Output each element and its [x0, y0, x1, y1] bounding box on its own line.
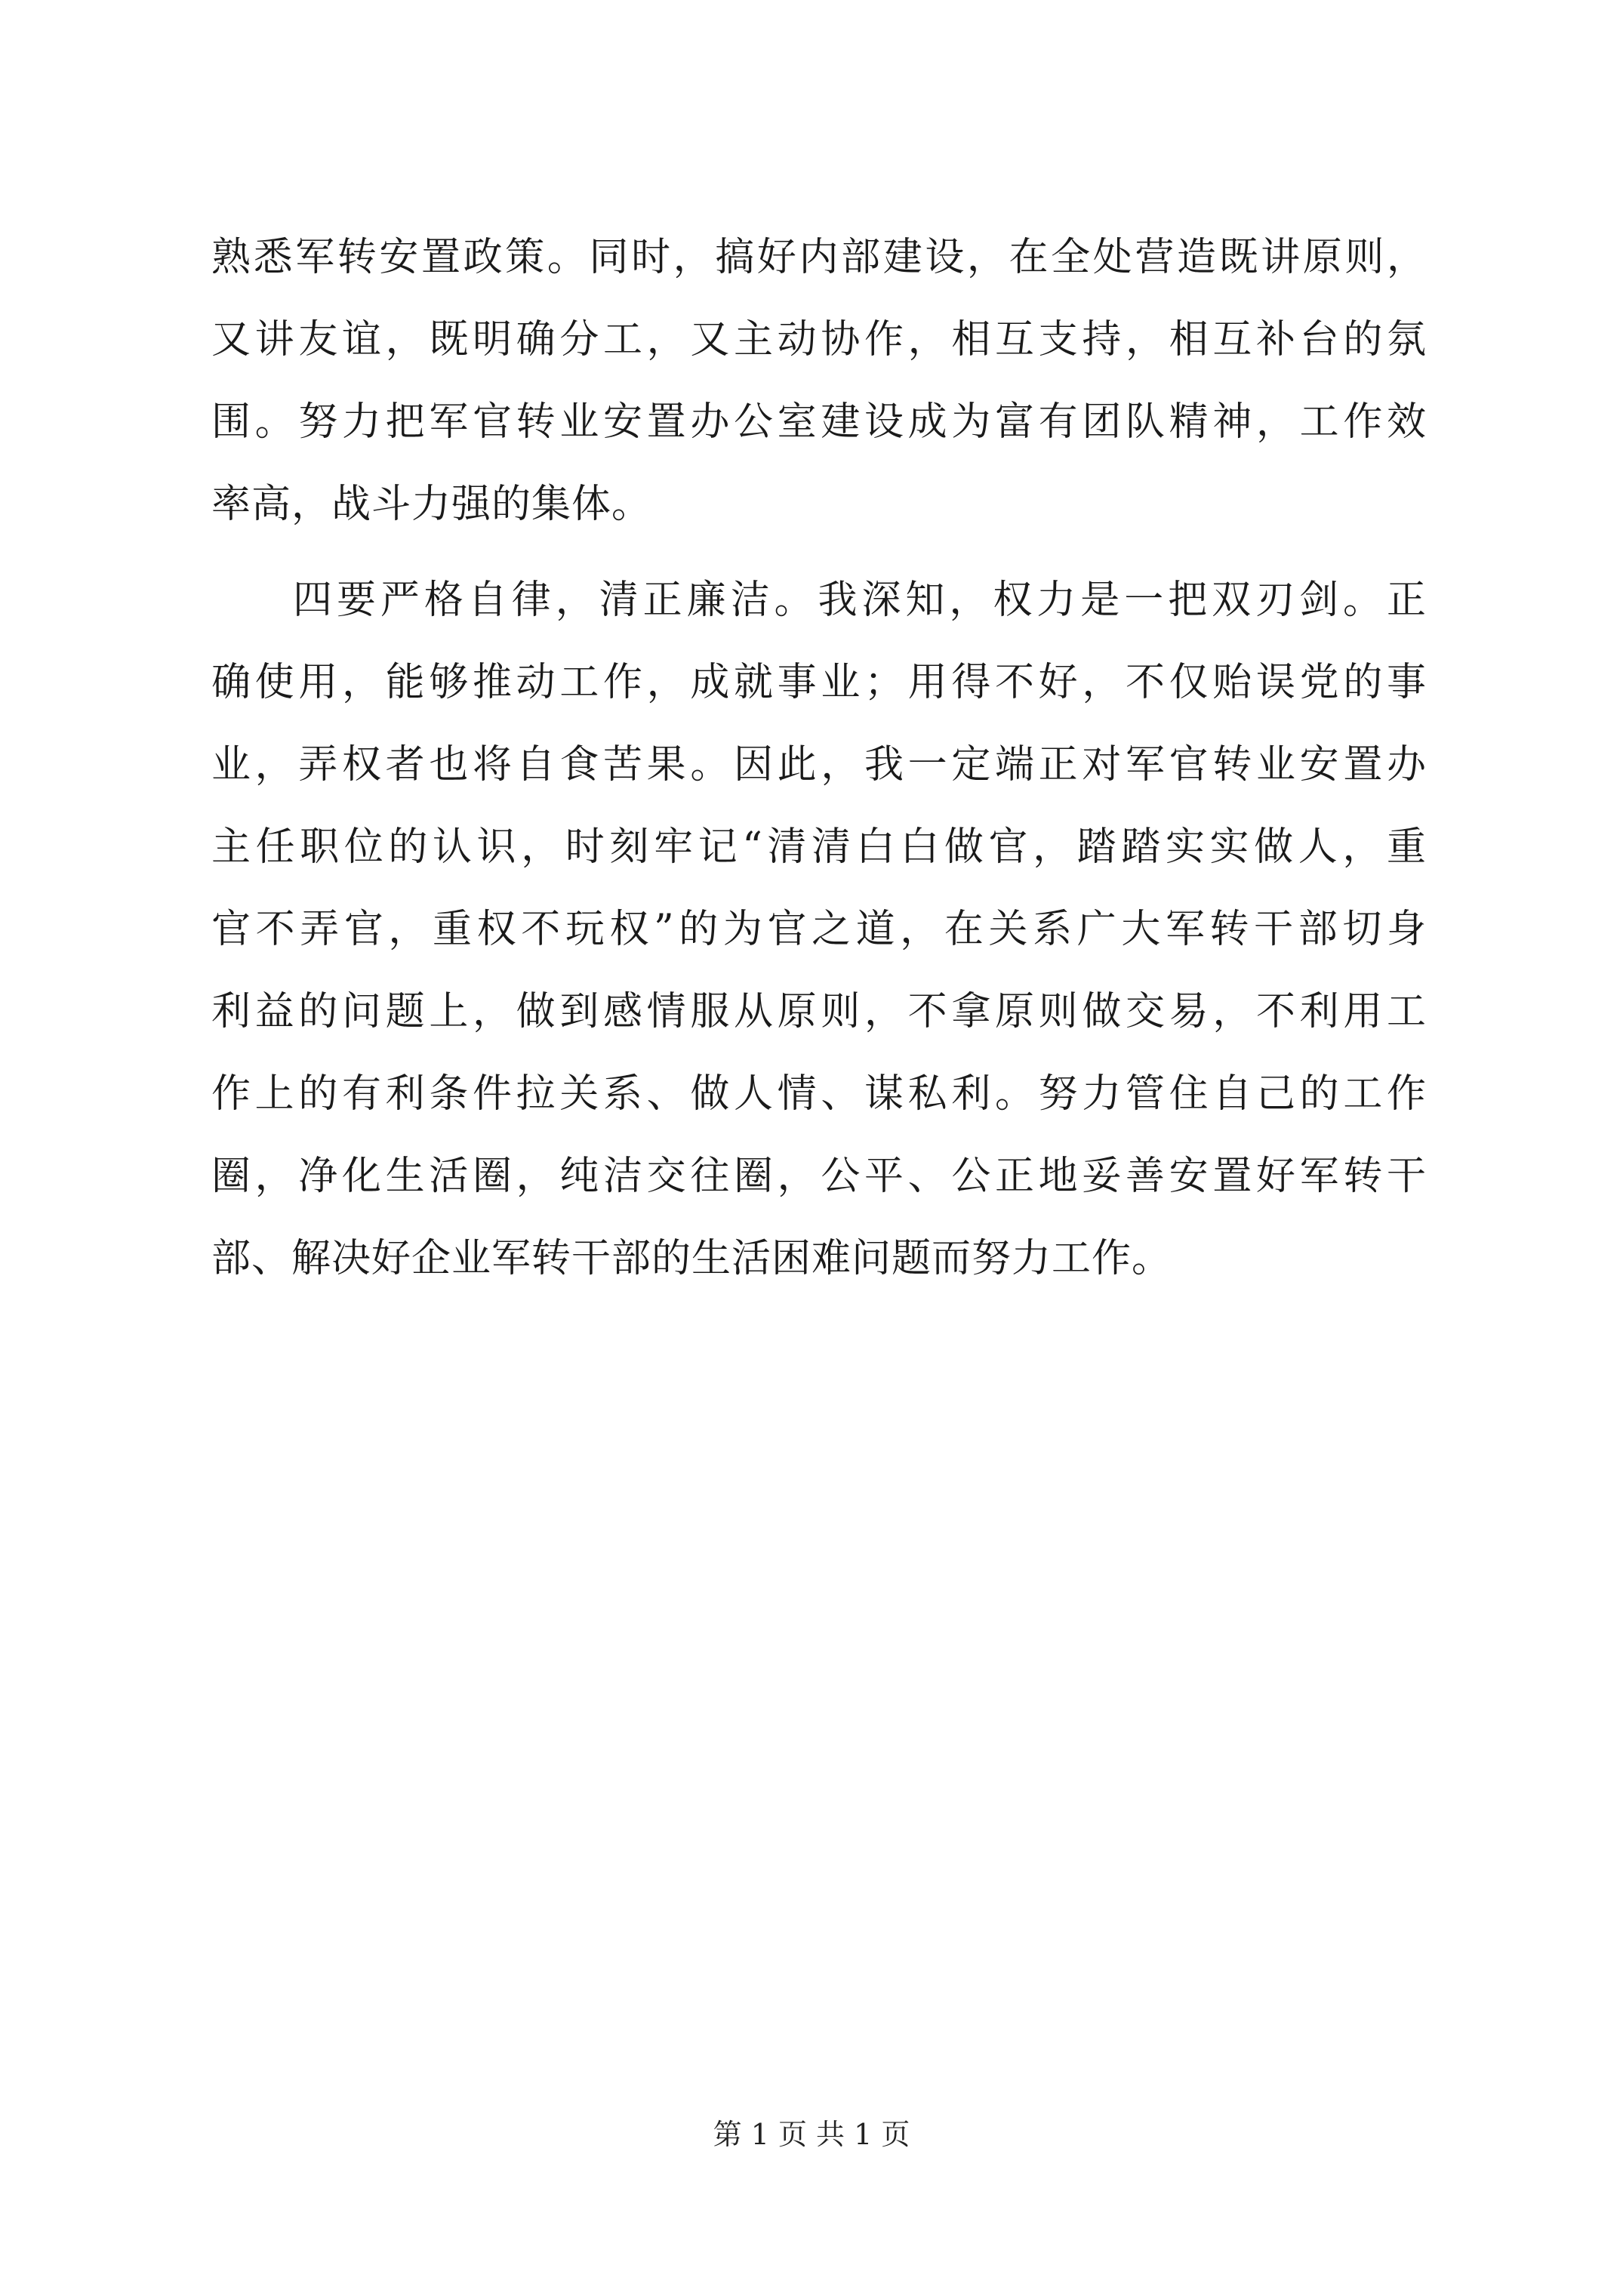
paragraph-line: 四要严格自律，清正廉洁。我深知，权力是一把双刃剑。正: [293, 578, 1427, 623]
paragraph-line: 利益的问题上，做到感情服从原则，不拿原则做交易，不利用工: [211, 989, 1427, 1034]
paragraph-line: 部、解决好企业军转干部的生活困难问题而努力工作。: [211, 1236, 1172, 1281]
paragraph-2: [211, 559, 1427, 1300]
document-body: [211, 217, 1427, 1300]
paragraph-1: [211, 217, 1427, 546]
paragraph-spacer: [211, 546, 1427, 559]
paragraph-line: 业，弄权者也将自食苦果。因此，我一定端正对军官转业安置办: [211, 742, 1427, 787]
page-number-footer: 第 1 页 共 1 页: [713, 2118, 910, 2151]
paragraph-line: 主任职位的认识，时刻牢记“清清白白做官，踏踏实实做人，重: [211, 824, 1427, 870]
paragraph-line: 圈，净化生活圈，纯洁交往圈，公平、公正地妥善安置好军转干: [211, 1154, 1427, 1199]
paragraph-line: 确使用，能够推动工作，成就事业；用得不好，不仅贻误党的事: [211, 660, 1427, 705]
paragraph-line: 作上的有利条件拉关系、做人情、谋私利。努力管住自己的工作: [211, 1071, 1427, 1117]
paragraph-line: 又讲友谊，既明确分工，又主动协作，相互支持，相互补台的氛: [211, 317, 1427, 362]
paragraph-line: 围。努力把军官转业安置办公室建设成为富有团队精神，工作效: [211, 399, 1427, 445]
paragraph-line: 官不弄官，重权不玩权”的为官之道，在关系广大军转干部切身: [211, 907, 1427, 952]
paragraph-line: 率高，战斗力强的集体。: [211, 482, 652, 527]
paragraph-line: 熟悉军转安置政策。同时，搞好内部建设，在全处营造既讲原则，: [211, 235, 1427, 280]
